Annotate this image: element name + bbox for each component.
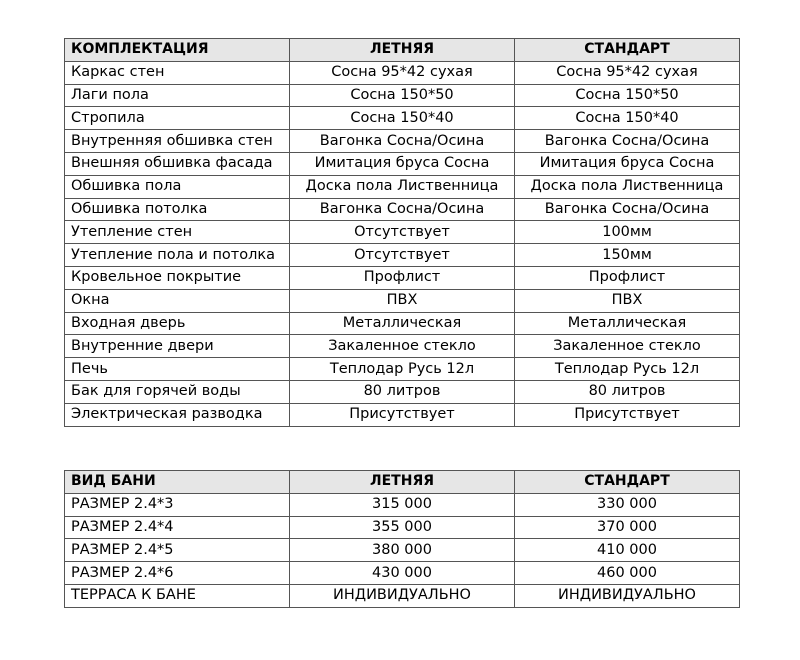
row-label-cell: РАЗМЕР 2.4*3 [65,493,290,516]
standard-value-cell: 410 000 [515,539,740,562]
summer-value-cell: 355 000 [290,516,515,539]
row-label-cell: Входная дверь [65,312,290,335]
specification-table [64,38,740,427]
spec-table-body [65,61,740,426]
row-label-cell: РАЗМЕР 2.4*4 [65,516,290,539]
price-header-summer: ЛЕТНЯЯ [290,471,515,494]
spec-table-row [65,312,740,335]
standard-value-cell: Вагонка Сосна/Осина [515,130,740,153]
summer-value-cell: Закаленное стекло [290,335,515,358]
spec-table-row [65,130,740,153]
row-label-cell: Бак для горячей воды [65,380,290,403]
summer-value-cell: Вагонка Сосна/Осина [290,130,515,153]
spec-table-row [65,221,740,244]
spec-table-row [65,244,740,267]
standard-value-cell: Теплодар Русь 12л [515,358,740,381]
summer-value-cell: 430 000 [290,562,515,585]
row-label-cell: Внутренние двери [65,335,290,358]
row-label-cell: Утепление пола и потолка [65,244,290,267]
summer-value-cell: Сосна 95*42 сухая [290,61,515,84]
standard-value-cell: 80 литров [515,380,740,403]
standard-value-cell: Профлист [515,266,740,289]
standard-value-cell: 330 000 [515,493,740,516]
summer-value-cell: 315 000 [290,493,515,516]
row-label-cell: Лаги пола [65,84,290,107]
spec-header-row [65,39,740,62]
row-label-cell: Обшивка потолка [65,198,290,221]
standard-value-cell: Доска пола Лиственница [515,175,740,198]
summer-value-cell: Профлист [290,266,515,289]
standard-value-cell: 100мм [515,221,740,244]
summer-value-cell: Отсутствует [290,221,515,244]
spec-table-row [65,152,740,175]
summer-value-cell: Вагонка Сосна/Осина [290,198,515,221]
standard-value-cell: 460 000 [515,562,740,585]
summer-value-cell: ПВХ [290,289,515,312]
row-label-cell: Стропила [65,107,290,130]
summer-value-cell: Металлическая [290,312,515,335]
standard-value-cell: Металлическая [515,312,740,335]
standard-value-cell: Закаленное стекло [515,335,740,358]
row-label-cell: РАЗМЕР 2.4*5 [65,539,290,562]
summer-value-cell: Отсутствует [290,244,515,267]
spec-table-row [65,61,740,84]
row-label-cell: Кровельное покрытие [65,266,290,289]
spec-table-row [65,289,740,312]
spec-table-row [65,175,740,198]
summer-value-cell: 80 литров [290,380,515,403]
standard-value-cell: Вагонка Сосна/Осина [515,198,740,221]
standard-value-cell: Присутствует [515,403,740,426]
standard-value-cell: Сосна 95*42 сухая [515,61,740,84]
summer-value-cell: Присутствует [290,403,515,426]
spec-table-row [65,266,740,289]
row-label-cell: ТЕРРАСА К БАНЕ [65,584,290,607]
spec-table-row [65,84,740,107]
price-table-row [65,584,740,607]
row-label-cell: Обшивка пола [65,175,290,198]
row-label-cell: РАЗМЕР 2.4*6 [65,562,290,585]
summer-value-cell: Имитация бруса Сосна [290,152,515,175]
standard-value-cell: Имитация бруса Сосна [515,152,740,175]
spec-table-row [65,403,740,426]
price-table [64,470,740,608]
price-table-row [65,539,740,562]
standard-value-cell: 370 000 [515,516,740,539]
price-table-body [65,493,740,607]
row-label-cell: Утепление стен [65,221,290,244]
row-label-cell: Электрическая разводка [65,403,290,426]
spec-table-row [65,198,740,221]
spec-table-row [65,335,740,358]
price-header-row [65,471,740,494]
row-label-cell: Печь [65,358,290,381]
summer-value-cell: Сосна 150*50 [290,84,515,107]
standard-value-cell: Сосна 150*50 [515,84,740,107]
summer-value-cell: Теплодар Русь 12л [290,358,515,381]
spec-header-standard: СТАНДАРТ [515,39,740,62]
standard-value-cell: ИНДИВИДУАЛЬНО [515,584,740,607]
summer-value-cell: Сосна 150*40 [290,107,515,130]
spec-header-configuration: КОМПЛЕКТАЦИЯ [65,39,290,62]
summer-value-cell: Доска пола Лиственница [290,175,515,198]
row-label-cell: Внешняя обшивка фасада [65,152,290,175]
standard-value-cell: ПВХ [515,289,740,312]
standard-value-cell: Сосна 150*40 [515,107,740,130]
price-table-row [65,562,740,585]
summer-value-cell: 380 000 [290,539,515,562]
price-table-row [65,493,740,516]
row-label-cell: Внутренняя обшивка стен [65,130,290,153]
spec-table-row [65,107,740,130]
standard-value-cell: 150мм [515,244,740,267]
row-label-cell: Окна [65,289,290,312]
row-label-cell: Каркас стен [65,61,290,84]
spec-table-row [65,358,740,381]
spec-header-summer: ЛЕТНЯЯ [290,39,515,62]
spec-table-row [65,380,740,403]
price-header-standard: СТАНДАРТ [515,471,740,494]
price-header-bath-type: ВИД БАНИ [65,471,290,494]
summer-value-cell: ИНДИВИДУАЛЬНО [290,584,515,607]
price-table-row [65,516,740,539]
